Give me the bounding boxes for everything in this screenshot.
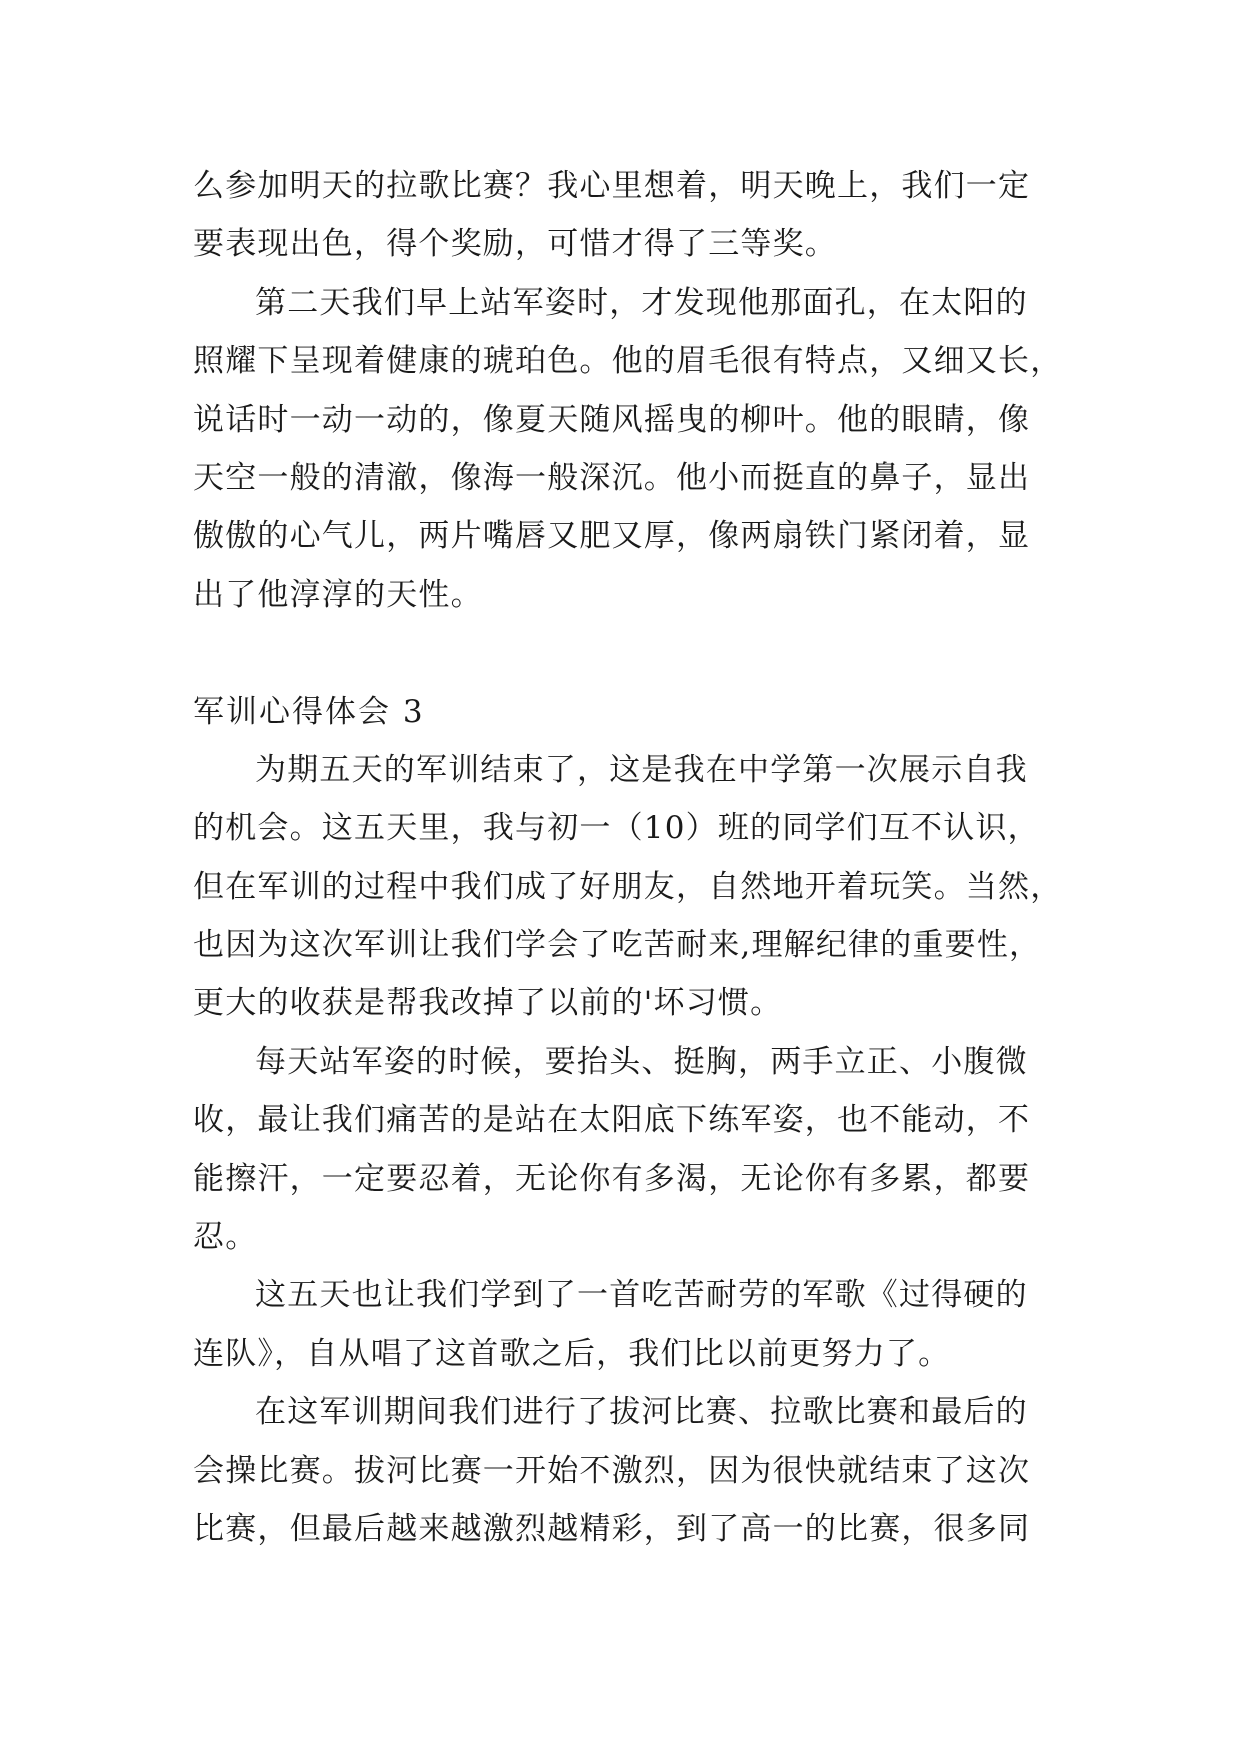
document-body xyxy=(193,157,1063,1558)
text-line: 收，最让我们痛苦的是站在太阳底下练军姿，也不能动，不 xyxy=(193,1102,1031,1139)
text-line: 也因为这次军训让我们学会了吃苦耐来,理解纪律的重要性， xyxy=(193,927,1042,964)
text-line: 照耀下呈现着健康的琥珀色。他的眉毛很有特点，又细又长， xyxy=(193,343,1063,380)
section-heading: 军训心得体会 3 xyxy=(193,693,425,730)
text-line: 为期五天的军训结束了，这是我在中学第一次展示自我 xyxy=(255,751,1028,788)
text-line: 这五天也让我们学到了一首吃苦耐劳的军歌《过得硬的 xyxy=(255,1277,1028,1314)
text-line: 忍。 xyxy=(193,1219,258,1256)
text-line: 第二天我们早上站军姿时，才发现他那面孔，在太阳的 xyxy=(255,284,1028,321)
text-line: 么参加明天的拉歌比赛？我心里想着，明天晚上，我们一定 xyxy=(193,168,1031,204)
paragraph-gap xyxy=(193,624,1055,682)
text-line: 出了他淳淳的天性。 xyxy=(193,576,483,613)
text-line: 要表现出色，得个奖励，可惜才得了三等奖。 xyxy=(193,226,837,263)
text-line: 但在军训的过程中我们成了好朋友，自然地开着玩笑。当然， xyxy=(193,868,1063,905)
text-line: 连队》，自从唱了这首歌之后，我们比以前更努力了。 xyxy=(193,1335,951,1372)
text-line: 天空一般的清澈，像海一般深沉。他小而挺直的鼻子，显出 xyxy=(193,459,1031,496)
text-line: 的机会。这五天里，我与初一（10）班的同学们互不认识， xyxy=(193,810,1040,847)
text-line: 每天站军姿的时候，要抬头、挺胸，两手立正、小腹微 xyxy=(255,1043,1028,1080)
text-line: 能擦汗，一定要忍着，无论你有多渴，无论你有多累，都要 xyxy=(193,1160,1031,1197)
text-line: 会操比赛。拔河比赛一开始不激烈，因为很快就结束了这次 xyxy=(193,1452,1031,1489)
text-line: 在这军训期间我们进行了拔河比赛、拉歌比赛和最后的 xyxy=(255,1394,1028,1431)
text-line: 更大的收获是帮我改掉了以前的'坏习惯。 xyxy=(193,985,783,1022)
text-line: 傲傲的心气儿，两片嘴唇又肥又厚，像两扇铁门紧闭着，显 xyxy=(193,518,1031,555)
text-line: 说话时一动一动的，像夏天随风摇曳的柳叶。他的眼睛，像 xyxy=(193,401,1031,438)
text-line: 比赛，但最后越来越激烈越精彩，到了高一的比赛，很多同 xyxy=(193,1510,1031,1547)
